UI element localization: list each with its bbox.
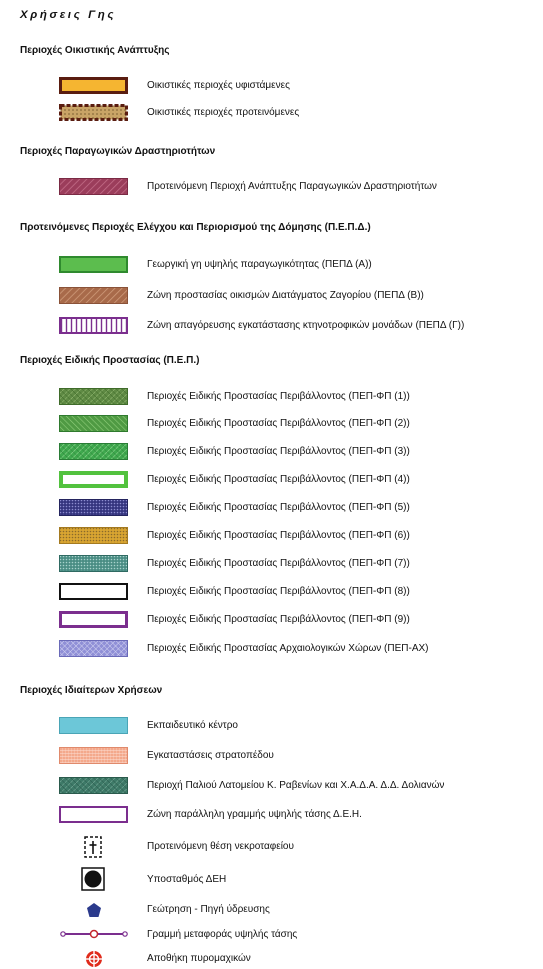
legend-label: Γεώτρηση - Πηγή ύδρευσης (147, 904, 270, 915)
power-line-icon (59, 927, 129, 941)
swatch-pep-fp-8 (59, 583, 128, 600)
swatch-pep-ax (59, 640, 128, 657)
swatch-education-center (59, 717, 128, 734)
legend-label: Ζώνη παράλληλη γραμμής υψηλής τάσης Δ.Ε.Η. (147, 809, 362, 820)
legend-label: Περιοχές Ειδικής Προστασίας Περιβάλλοντος (ΠΕΠ-ΦΠ (1)) (147, 391, 410, 402)
legend-label: Περιοχές Ειδικής Προστασίας Περιβάλλοντος (ΠΕΠ-ΦΠ (6)) (147, 530, 410, 541)
legend-label: Εγκαταστάσεις στρατοπέδου (147, 750, 274, 761)
section-heading-pepd: Προτεινόμενες Περιοχές Ελέγχου και Περιορισμού της Δόμησης (Π.Ε.Π.Δ.) (20, 222, 371, 233)
cemetery-cross-icon (84, 836, 102, 858)
crosshair-icon (84, 949, 104, 969)
section-heading-special: Περιοχές Ιδιαίτερων Χρήσεων (20, 685, 163, 696)
swatch-proposed-residential (59, 104, 128, 121)
legend-label: Οικιστικές περιοχές προτεινόμενες (147, 107, 300, 118)
legend-label: Περιοχές Ειδικής Προστασίας Περιβάλλοντος (ΠΕΠ-ΦΠ (4)) (147, 474, 410, 485)
legend-label: Γεωργική γη υψηλής παραγωγικότητας (ΠΕΠΔ (Α)) (147, 259, 372, 270)
swatch-pep-fp-2 (59, 415, 128, 432)
swatch-quarry-area (59, 777, 128, 794)
legend-label: Ζώνη προστασίας οικισμών Διατάγματος Ζαγορίου (ΠΕΠΔ (Β)) (147, 290, 424, 301)
swatch-pep-fp-5 (59, 499, 128, 516)
swatch-power-line-zone (59, 806, 128, 823)
swatch-pepd-a (59, 256, 128, 273)
legend-label: Περιοχή Παλιού Λατομείου Κ. Ραβενίων και Χ.Α.Δ.Α. Δ.Δ. Δολιανών (147, 780, 445, 791)
legend-label: Εκπαιδευτικό κέντρο (147, 720, 238, 731)
legend-title: Χρήσεις Γης (20, 9, 117, 21)
legend-label: Περιοχές Ειδικής Προστασίας Περιβάλλοντος (ΠΕΠ-ΦΠ (5)) (147, 502, 410, 513)
swatch-pep-fp-9 (59, 611, 128, 628)
legend-label: Γραμμή μεταφοράς υψηλής τάσης (147, 929, 298, 940)
legend-label: Προτεινόμενη Περιοχή Ανάπτυξης Παραγωγικών Δραστηριοτήτων (147, 181, 437, 192)
legend-label: Οικιστικές περιοχές υφιστάμενες (147, 80, 290, 91)
legend-label: Περιοχές Ειδικής Προστασίας Περιβάλλοντος (ΠΕΠ-ΦΠ (2)) (147, 418, 410, 429)
pentagon-icon (86, 902, 102, 918)
legend-label: Προτεινόμενη θέση νεκροταφείου (147, 841, 294, 852)
legend-label: Περιοχές Ειδικής Προστασίας Περιβάλλοντος (ΠΕΠ-ΦΠ (8)) (147, 586, 410, 597)
section-heading-pep: Περιοχές Ειδικής Προστασίας (Π.Ε.Π.) (20, 355, 200, 366)
swatch-pep-fp-1 (59, 388, 128, 405)
swatch-existing-residential (59, 77, 128, 94)
section-heading-productive: Περιοχές Παραγωγικών Δραστηριοτήτων (20, 146, 216, 157)
legend-label: Περιοχές Ειδικής Προστασίας Περιβάλλοντος (ΠΕΠ-ΦΠ (3)) (147, 446, 410, 457)
swatch-productive-area (59, 178, 128, 195)
swatch-pepd-c (59, 317, 128, 334)
swatch-pepd-b (59, 287, 128, 304)
substation-dot-icon (81, 867, 105, 891)
swatch-military-camp (59, 747, 128, 764)
swatch-pep-fp-3 (59, 443, 128, 460)
legend-label: Υποσταθμός ΔΕΗ (147, 874, 227, 885)
section-heading-residential: Περιοχές Οικιστικής Ανάπτυξης (20, 45, 170, 56)
legend-label: Ζώνη απαγόρευσης εγκατάστασης κτηνοτροφικών μονάδων (ΠΕΠΔ (Γ)) (147, 320, 465, 331)
legend-label: Περιοχές Ειδικής Προστασίας Περιβάλλοντος (ΠΕΠ-ΦΠ (7)) (147, 558, 410, 569)
legend-label: Περιοχές Ειδικής Προστασίας Αρχαιολογικών Χώρων (ΠΕΠ-ΑΧ) (147, 643, 429, 654)
swatch-pep-fp-7 (59, 555, 128, 572)
swatch-pep-fp-6 (59, 527, 128, 544)
swatch-pep-fp-4 (59, 471, 128, 488)
legend-label: Περιοχές Ειδικής Προστασίας Περιβάλλοντος (ΠΕΠ-ΦΠ (9)) (147, 614, 410, 625)
legend-label: Αποθήκη πυρομαχικών (147, 953, 251, 964)
